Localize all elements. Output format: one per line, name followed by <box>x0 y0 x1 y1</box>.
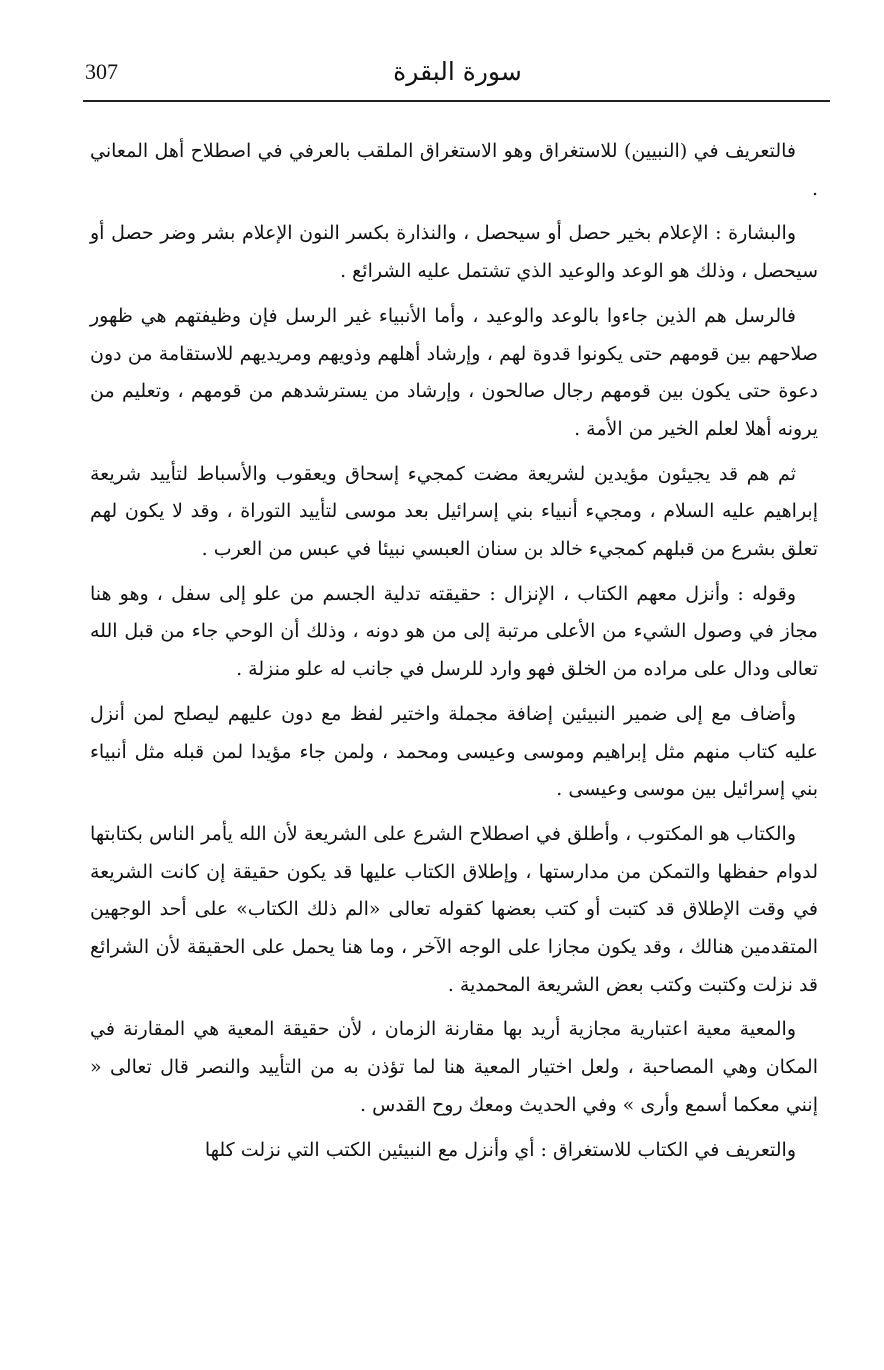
paragraph: والكتاب هو المكتوب ، وأطلق في اصطلاح الشرع على الشريعة لأن الله يأمر الناس بكتابتها لدوام حفظها والتمكن من مدارستها ، وإطلاق الكتاب عليها قد يكون حقيقة إن كانت الشريعة في وقت الإطلاق قد كتبت أو كتب بعضها كقوله تعالى «الم ذلك الكتاب» على أحد الوجهين المتقدمين هنالك ، وقد يكون مجازا على الوجه الآخر ، وما هنا يحمل على الحقيقة لأن الشرائع قد نزلت وكتبت وكتب بعض الشريعة المحمدية . <box>90 822 818 996</box>
paragraph: والبشارة : الإعلام بخير حصل أو سيحصل ، والنذارة بكسر النون الإعلام بشر وضر حصل أو سيحصل ، وذلك هو الوعد والوعيد الذي تشتمل عليه الشرائع . <box>90 222 818 283</box>
body-text <box>90 133 818 1176</box>
header-divider <box>83 100 830 102</box>
paragraph: ثم هم قد يجيئون مؤيدين لشريعة مضت كمجيء إسحاق ويعقوب والأسباط لتأييد شريعة إبراهيم عليه السلام ، ومجيء أنبياء بني إسرائيل بعد موسى لتأييد التوراة ، وقد لا يكون لهم تعلق بشرع من قبلهم كمجيء خالد بن سنان العبسي نبيئا في عبس من العرب . <box>90 462 818 561</box>
paragraph: فالتعريف في (النبيين) للاستغراق وهو الاستغراق الملقب بالعرفي في اصطلاح أهل المعاني . <box>90 140 818 200</box>
page-header <box>85 55 830 99</box>
paragraph: والمعية معية اعتبارية مجازية أريد بها مقارنة الزمان ، لأن حقيقة المعية هي المقارنة في المكان وهي المصاحبة ، ولعل اختيار المعية هنا لما تؤذن به من التأييد والنصر قال تعالى « إنني معكما أسمع وأرى » وفي الحديث ومعك روح القدس . <box>90 1018 818 1116</box>
paragraph: والتعريف في الكتاب للاستغراق : أي وأنزل مع النبيئين الكتب التي نزلت كلها <box>204 1138 796 1161</box>
paragraph: وقوله : وأنزل معهم الكتاب ، الإنزال : حقيقته تدلية الجسم من علو إلى سفل ، وهو هنا مجاز في وصول الشيء من الأعلى مرتبة إلى من هو دونه ، وذلك أن الوحي جاء من قبل الله تعالى ودال على مراده من الخلق فهو وارد للرسل في جانب له علو منزلة . <box>90 582 818 681</box>
running-title: سورة البقرة <box>393 57 522 86</box>
paragraph: فالرسل هم الذين جاءوا بالوعد والوعيد ، وأما الأنبياء غير الرسل فإن وظيفتهم هي ظهور صلاحهم بين قومهم حتى يكونوا قدوة لهم ، وإرشاد أهلهم وذويهم ومريديهم للاستقامة من دون دعوة حتى يكون بين قومهم رجال صالحون ، وإرشاد من يسترشدهم من قومهم ، وتعليم من يرونه أهلا لعلم الخير من الأمة . <box>90 304 818 440</box>
page-number: 307 <box>85 59 118 84</box>
paragraph: وأضاف مع إلى ضمير النبيئين إضافة مجملة واختير لفظ مع دون عليهم ليصلح لمن أنزل عليه كتاب منهم مثل إبراهيم وموسى وعيسى ومحمد ، ولمن جاء مؤيدا لمن قبله مثل أنبياء بني إسرائيل بين موسى وعيسى . <box>90 702 818 801</box>
